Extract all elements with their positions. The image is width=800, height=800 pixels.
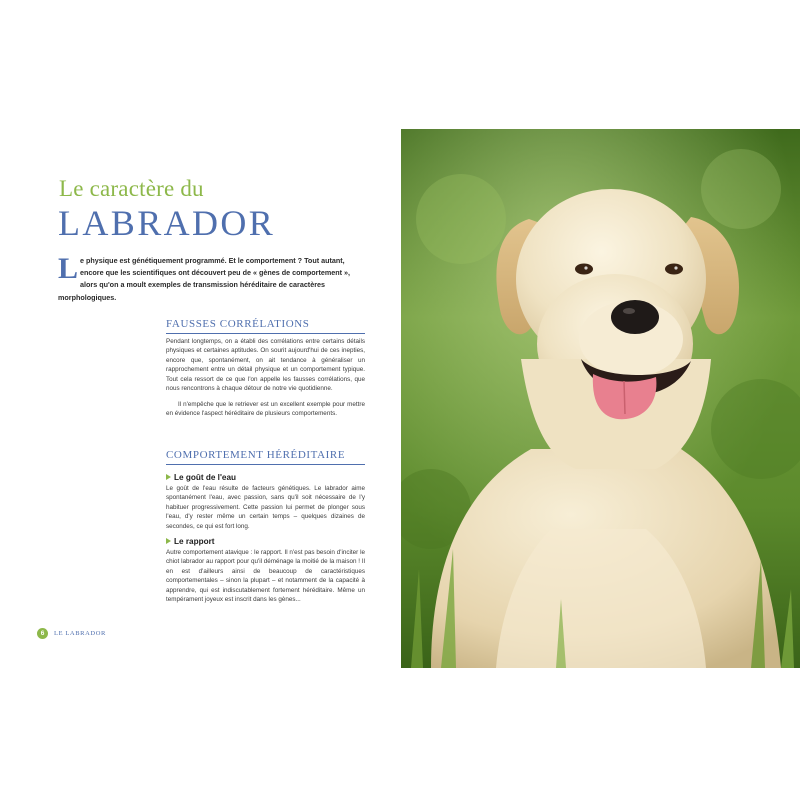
title-subline: Le caractère du <box>59 176 204 201</box>
subheading-label: Le rapport <box>174 537 215 546</box>
subheading-label: Le goût de l'eau <box>174 473 236 482</box>
page-title: LABRADOR <box>58 203 276 243</box>
subheading-gout-de-leau <box>166 473 236 482</box>
intro-text: e physique est génétiquement programmé. Et le comportement ? Tout autant, encore que les scientifiques ont découvert peu de « gènes de comportement », alors qu'on a moult exemples de transmission héréditaire de caractères morphologiques. <box>58 256 351 302</box>
arrow-bullet-icon <box>166 538 171 544</box>
page-number: 6 <box>37 628 48 639</box>
sub1-paragraph: Le goût de l'eau résulte de facteurs génétiques. Le labrador aime spontanément l'eau, avec passion, sans qu'il soit nécessaire de l'y habituer progressivement. Cette passion lui permet de plonger sous l'eau, d'y rester même un certain temps – quelques dizaines de secondes, ce qui est fort long. <box>166 485 365 530</box>
intro-paragraph <box>58 252 366 304</box>
drop-cap: L <box>58 252 79 285</box>
section-heading-comportement-hereditaire: COMPORTEMENT HÉRÉDITAIRE <box>166 449 365 465</box>
running-footer-label: LE LABRADOR <box>54 629 106 637</box>
section1-paragraph1: Pendant longtemps, on a établi des corrélations entre certains détails physiques et certaines aptitudes. On sourit aujourd'hui de ces inepties, encore que, spontanément, on ait tendance à généraliser un rapprochement entre un détail physique et un comportement typique. Tout cela ressort de ce que l'on appelle les fausses corrélations, que nous rencontrons à chaque détour de notre vie quotidienne. <box>166 338 365 393</box>
arrow-bullet-icon <box>166 474 171 480</box>
sub2-paragraph: Autre comportement atavique : le rapport. Il n'est pas besoin d'inciter le chiot labrador au rapport pour qu'il déménage la moitié de la maison ! Il en est d'ailleurs ainsi de beaucoup de caractéristiques comportementales – sinon la plupart – et notamment de la capacité à apprendre, qui est indiscutablement fortement héréditaire. Même un tempérament joyeux est inscrit dans les gènes... <box>166 549 365 604</box>
subheading-le-rapport <box>166 537 215 546</box>
labrador-dog-photo <box>401 129 800 668</box>
page-footer <box>37 627 106 639</box>
section-heading-fausses-correlations: FAUSSES CORRÉLATIONS <box>166 318 365 334</box>
section1-paragraph2: Il n'empêche que le retriever est un excellent exemple pour mettre en évidence l'aspect héréditaire de plusieurs comportements. <box>166 401 365 418</box>
